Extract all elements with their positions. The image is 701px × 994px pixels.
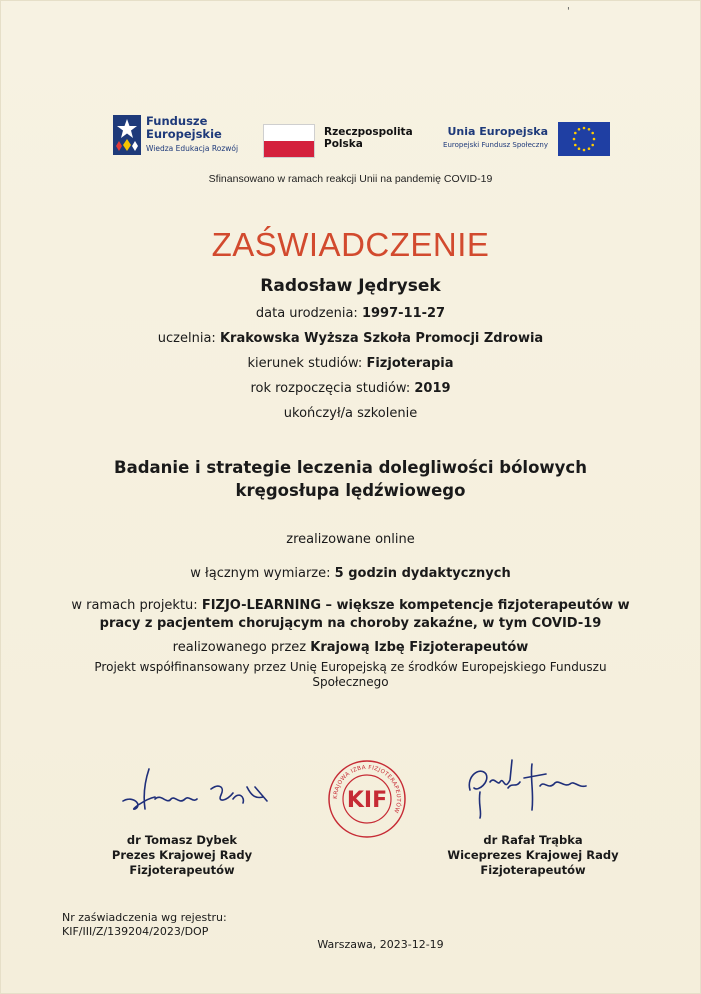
field-of-study-label: kierunek studiów: bbox=[247, 356, 363, 371]
rp-line2: Polska bbox=[324, 138, 363, 150]
fe-star-icon bbox=[113, 115, 141, 155]
stamp-logo-text: KIF bbox=[346, 788, 388, 813]
hours-value: 5 godzin dydaktycznych bbox=[334, 566, 511, 581]
university-line bbox=[0, 331, 701, 346]
university-label: uczelnia: bbox=[157, 331, 216, 346]
project-label: w ramach projektu: bbox=[71, 598, 198, 613]
registry-block bbox=[62, 911, 227, 939]
course-title bbox=[0, 456, 701, 502]
fe-line1: Fundusze bbox=[146, 114, 208, 128]
fundusze-europejskie-logo bbox=[113, 115, 253, 159]
realized-label: realizowanego przez bbox=[172, 640, 307, 655]
logo-bar bbox=[0, 112, 701, 160]
signatory-right-role: Wiceprezes Krajowej Rady bbox=[447, 848, 619, 862]
ue-line1: Unia Europejska bbox=[447, 125, 548, 138]
registry-label: Nr zaświadczenia wg rejestru: bbox=[62, 911, 227, 924]
rzeczpospolita-polska-logo bbox=[263, 124, 423, 160]
signatory-left-name: dr Tomasz Dybek bbox=[126, 833, 238, 847]
start-year-value: 2019 bbox=[414, 381, 451, 396]
ue-line2: Europejski Fundusz Społeczny bbox=[443, 141, 548, 149]
fe-line2: Europejskie bbox=[146, 127, 222, 141]
signature-left-icon bbox=[115, 765, 275, 817]
start-year-label: rok rozpoczęcia studiów: bbox=[250, 381, 411, 396]
recipient-name: Radosław Jędrysek bbox=[260, 276, 441, 296]
registry-number: KIF/III/Z/139204/2023/DOP bbox=[62, 925, 209, 938]
unia-europejska-logo bbox=[440, 122, 610, 162]
stamp-ring-text: KRAJOWA IZBA FIZJOTERAPEUTÓW bbox=[332, 764, 402, 814]
place-and-date: Warszawa, 2023-12-19 bbox=[317, 938, 444, 951]
hours-line bbox=[0, 566, 701, 581]
signatory-right bbox=[418, 833, 648, 878]
kif-stamp-icon bbox=[327, 759, 407, 839]
completed-line: ukończył/a szkolenie bbox=[283, 406, 418, 421]
course-title-line1: Badanie i strategie leczenia dolegliwości bólowych bbox=[114, 458, 587, 477]
hours-label: w łącznym wymiarze: bbox=[190, 566, 331, 581]
start-year-line bbox=[0, 381, 701, 396]
polish-flag-icon bbox=[263, 124, 315, 158]
signatory-left-role: Prezes Krajowej Rady bbox=[111, 848, 253, 862]
signatory-right-name: dr Rafał Trąbka bbox=[483, 833, 583, 847]
signatory-left-org: Fizjoterapeutów bbox=[129, 863, 235, 877]
university-value: Krakowska Wyższa Szkoła Promocji Zdrowia bbox=[219, 331, 544, 346]
field-of-study-value: Fizjoterapia bbox=[366, 356, 454, 371]
signatory-right-org: Fizjoterapeutów bbox=[480, 863, 586, 877]
eu-flag-icon bbox=[558, 122, 610, 156]
birth-date-value: 1997-11-27 bbox=[361, 306, 446, 321]
birth-date-label: data urodzenia: bbox=[255, 306, 358, 321]
project-value: FIZJO-LEARNING – większe kompetencje fizjoterapeutów w pracy z pacjentem chorującym na choroby zakaźne, w tym COVID-19 bbox=[99, 598, 630, 631]
signatory-left bbox=[67, 833, 297, 878]
cofinanced-note: Projekt współfinansowany przez Unię Europejską ze środków Europejskiego Funduszu Społecznego bbox=[94, 660, 607, 689]
fe-line3: Wiedza Edukacja Rozwój bbox=[146, 144, 239, 153]
mode-line: zrealizowane online bbox=[286, 532, 415, 547]
funding-note: Sfinansowano w ramach reakcji Unii na pandemię COVID-19 bbox=[208, 173, 493, 185]
birth-date-line bbox=[0, 306, 701, 321]
signature-right-icon bbox=[460, 752, 610, 822]
realized-line bbox=[0, 640, 701, 655]
scan-speck: ' bbox=[567, 6, 570, 17]
field-of-study-line bbox=[0, 356, 701, 371]
project-line bbox=[60, 597, 641, 633]
certificate-title: ZAŚWIADCZENIE bbox=[211, 226, 490, 263]
rp-line1: Rzeczpospolita bbox=[324, 126, 413, 138]
realized-value: Krajową Izbę Fizjoterapeutów bbox=[310, 640, 529, 655]
course-title-line2: kręgosłupa lędźwiowego bbox=[235, 481, 466, 500]
